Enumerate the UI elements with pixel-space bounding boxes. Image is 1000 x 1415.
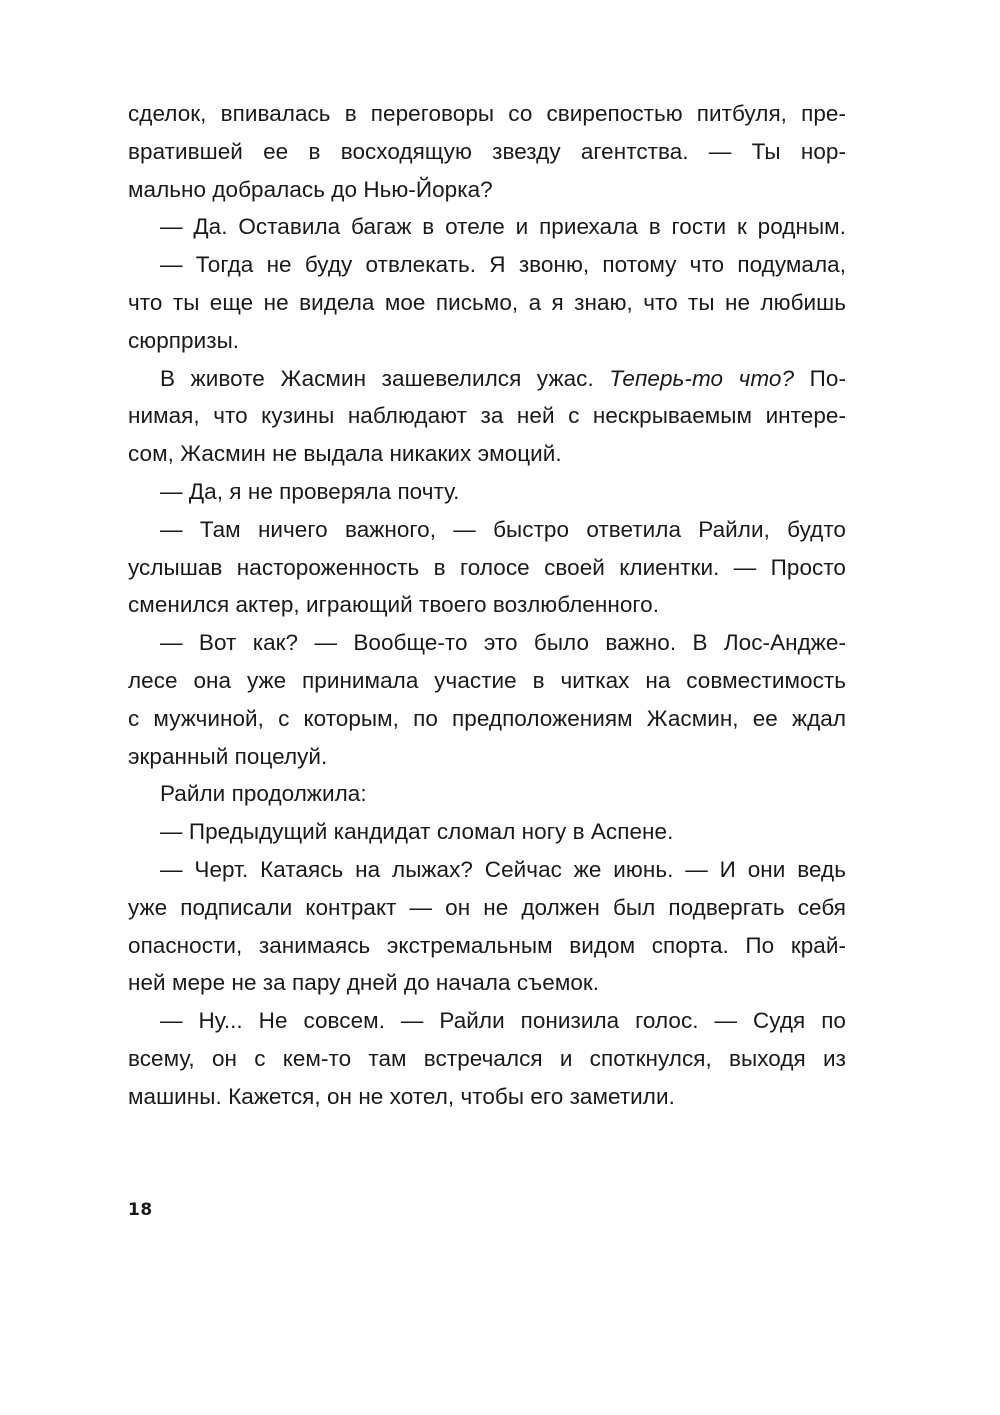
text-line: экранный поцелуй. [128,743,328,769]
text-run: По- [794,365,846,391]
text-line: мально добралась до Нью-Йорка? [128,176,493,202]
text-line [128,360,846,398]
text-line: — Там ничего важного, — быстро ответила Райли, будто [160,516,846,542]
text-line: всему, он с кем-то там встречался и споткнулся, выходя из [128,1045,846,1071]
page-text-block [128,95,846,1116]
text-line: что ты еще не видела мое письмо, а я знаю, что ты не любишь [128,289,846,315]
text-line: — Предыдущий кандидат сломал ногу в Аспене. [160,819,674,845]
text-line: ней мере не за пару дней до начала съемок. [128,970,600,996]
text-line: вратившей ее в восходящую звезду агентства. — Ты нор- [128,138,846,164]
text-line: услышав настороженность в голосе своей клиентки. — Просто [128,554,846,580]
text-run: В животе Жасмин зашевелился ужас. [160,365,610,391]
page-number: 18 [128,1200,153,1220]
text-line: лесе она уже принимала участие в читках на совместимость [128,667,846,693]
text-line: уже подписали контракт — он не должен был подвергать себя [128,894,846,920]
text-line: опасности, занимаясь экстремальным видом спорта. По край- [128,932,846,958]
italic-text-run: Теперь-то что? [609,365,795,391]
text-line: Райли продолжила: [160,781,367,807]
text-line: нимая, что кузины наблюдают за ней с нескрываемым интере- [128,403,846,429]
text-line: сом, Жасмин не выдала никаких эмоций. [128,441,562,467]
text-line: — Вот как? — Вообще-то это было важно. В Лос-Андже- [160,630,846,656]
text-line: машины. Кажется, он не хотел, чтобы его заметили. [128,1083,675,1109]
text-line: — Да. Оставила багаж в отеле и приехала в гости к родным. [160,214,846,240]
text-line: сменился актер, играющий твоего возлюбленного. [128,592,660,618]
text-line: — Тогда не буду отвлекать. Я звоню, потому что подумала, [160,252,846,278]
text-line: сделок, впивалась в переговоры со свирепостью питбуля, пре- [128,101,846,126]
text-line: — Да, я не проверяла почту. [160,478,460,504]
text-line: сюрпризы. [128,327,240,353]
text-line: с мужчиной, с которым, по предположениям Жасмин, ее ждал [128,705,846,731]
text-line: — Ну... Не совсем. — Райли понизила голос. — Судя по [160,1008,846,1034]
text-line: — Черт. Катаясь на лыжах? Сейчас же июнь. — И они ведь [160,856,846,882]
